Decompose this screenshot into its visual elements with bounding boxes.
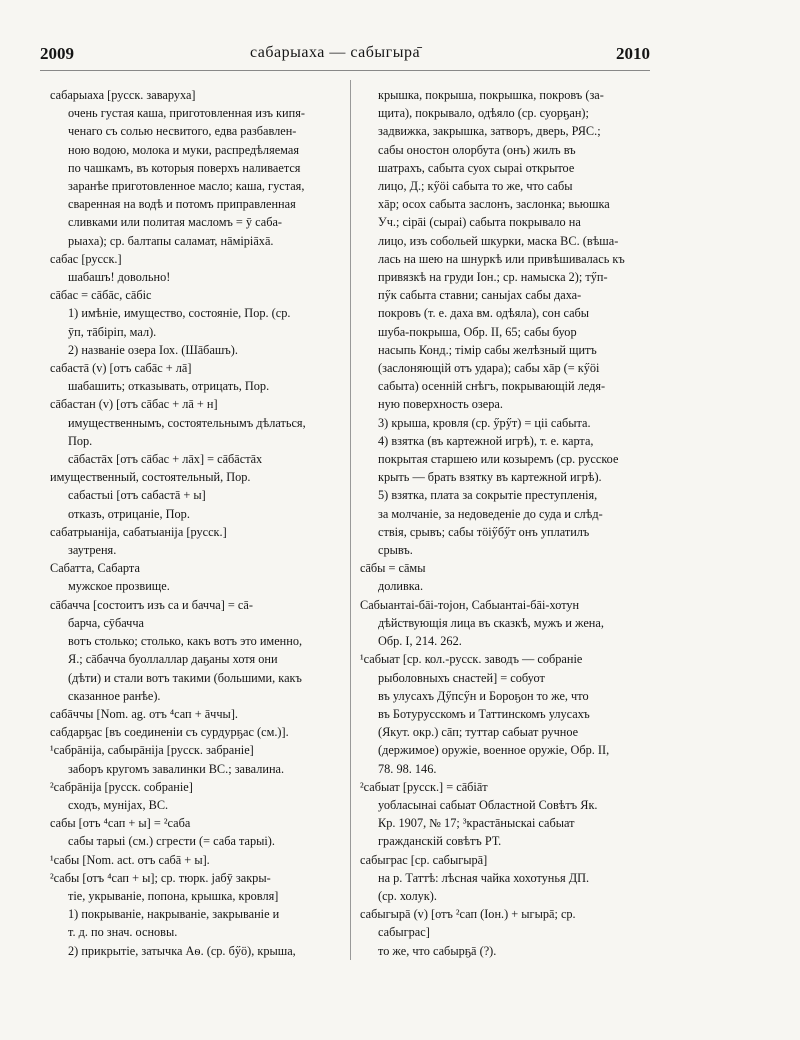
- text-line: сāбас = сāбāс, сāбіс: [50, 288, 152, 303]
- text-line: заборъ кругомъ завалинки ВС.; завалина.: [68, 761, 285, 776]
- text-line: то же, что сабырҕā (?).: [378, 943, 497, 958]
- column-divider: [350, 80, 351, 960]
- text-line: 3) крыша, кровля (ср. ӳрӳт) = ціі сабыта.: [378, 415, 591, 430]
- text-line: шуба-покрыша, Обр. II, 65; сабы буор: [378, 324, 577, 339]
- text-line: покрытая старшею или козыремъ (ср. русское: [378, 452, 619, 467]
- text-line: ²сабрāніjа [русск. собраніе]: [50, 779, 193, 794]
- text-line: т. д. по знач. основы.: [68, 925, 178, 940]
- text-line: сваренная на водѣ и потомъ приправленная: [68, 197, 296, 212]
- text-line: пӳк сабыта ставни; саныjах сабы даха-: [378, 288, 582, 303]
- text-line: на р. Таттѣ: лѣсная чайка хохотунья ДП.: [378, 870, 590, 885]
- text-line: сабы [отъ ⁴сап + ы] = ²саба: [50, 816, 191, 831]
- text-line: ¹сабыат [ср. кол.-русск. заводъ — собраніе: [360, 652, 583, 667]
- text-line: ²сабыат [русск.] = сāбіāт: [360, 779, 488, 794]
- text-line: ¹сабрāніjа, сабырāніjа [русск. забраніе]: [50, 743, 254, 758]
- text-line: сāбы = сāмы: [360, 561, 426, 576]
- text-line: ною водою, молока и муки, распредѣляемая: [68, 142, 299, 157]
- text-line: мужское прозвище.: [68, 579, 170, 594]
- text-line: сабыграс]: [378, 925, 430, 940]
- text-line: (заслоняющій отъ удара); сабы хāр (= кӳöі: [378, 361, 600, 376]
- text-line: ¹сабы [Nom. act. отъ сабā + ы].: [50, 852, 210, 867]
- text-line: сходъ, муніjах, ВС.: [68, 797, 169, 812]
- page-header: [40, 44, 650, 66]
- text-line: сабыгырā (v) [отъ ²сап (Іон.) + ыгырā; ср.: [360, 907, 576, 922]
- text-line: шабашъ! довольно!: [68, 270, 171, 285]
- text-line: щита), покрывало, одѣяло (ср. суорҕан);: [378, 106, 589, 121]
- text-line: 1) имѣніе, имущество, состояніе, Пор. (ср.: [68, 306, 291, 321]
- text-line: крыть — брать взятку въ картежной игрѣ).: [378, 470, 602, 485]
- text-line: Сабыантаі-бāі-тоjон, Сабыантаі-бāі-хотун: [360, 597, 580, 612]
- text-line: лицо, Д.; кӳöі сабыта то же, что сабы: [378, 179, 573, 194]
- text-line: 78. 98. 146.: [378, 761, 437, 776]
- text-line: Пор.: [68, 433, 93, 448]
- text-line: сабы тарыі (см.) сгрести (= саба тарыі).: [68, 834, 275, 849]
- text-line: по чашкамъ, въ которыя поверхъ наливается: [68, 160, 301, 175]
- text-line: Обр. I, 214. 262.: [378, 634, 462, 649]
- left-column: [50, 86, 342, 960]
- text-line: сабастыі [отъ сабастā + ы]: [68, 488, 206, 503]
- text-line: отказъ, отрицаніе, Пор.: [68, 506, 190, 521]
- text-line: 5) взятка, плата за сокрытіе преступленія,: [378, 488, 598, 503]
- text-line: барча, сӯбачча: [68, 615, 145, 630]
- page-number-left: 2009: [40, 44, 74, 63]
- text-line: тіе, укрываніе, попона, крышка, кровля]: [68, 888, 279, 903]
- header-rule: [40, 70, 650, 71]
- text-line: заранѣе приготовленное масло; каша, густая,: [68, 179, 305, 194]
- text-line: сабыта) осенній снѣгъ, покрывающій ледя-: [378, 379, 606, 394]
- text-line: заутреня.: [68, 543, 117, 558]
- text-line: Уч.; сірāі (сыраі) сабыта покрывало на: [378, 215, 581, 230]
- text-line: сабас [русск.]: [50, 251, 122, 266]
- text-line: сабдарҕас [въ соединеніи съ сурдурҕас (см.)].: [50, 725, 289, 740]
- text-line: сабыграс [ср. сабыгырā]: [360, 852, 488, 867]
- text-line: (ср. холук).: [378, 888, 437, 903]
- text-line: ную поверхность озера.: [378, 397, 503, 412]
- text-line: хāр; осох сабыта заслонъ, заслонка; вьюшка: [378, 197, 610, 212]
- text-line: (Якут. окр.) сāп; туттар сабыат ручное: [378, 725, 579, 740]
- text-line: покровъ (т. е. даха вм. одѣяла), сон сабы: [378, 306, 590, 321]
- text-line: гражданскій совѣтъ РТ.: [378, 834, 502, 849]
- text-line: срывъ.: [378, 543, 413, 558]
- text-line: 4) взятка (въ картежной игрѣ), т. е. карта,: [378, 433, 594, 448]
- text-line: привязкѣ на груди Іон.; ср. намыска 2); тӳп-: [378, 270, 608, 285]
- text-line: сāбастāх [отъ сāбас + лāх] = сāбāстāх: [68, 452, 263, 467]
- text-line: шатрахъ, сабыта суох сыраі открытое: [378, 160, 575, 175]
- right-column: [360, 86, 652, 960]
- text-line: сливками или политая масломъ = ӯ саба-: [68, 215, 283, 230]
- text-line: сабарыаха [русск. заваруха]: [50, 88, 196, 102]
- text-line: дѣйствующія лица въ сказкѣ, мужъ и жена,: [378, 615, 604, 630]
- text-line: 1) покрываніе, накрываніе, закрываніе и: [68, 907, 280, 922]
- text-line: сāбастан (v) [отъ сāбас + лā + н]: [50, 397, 218, 412]
- text-line: ченаго съ солью несвитого, едва разбавлен-: [68, 124, 297, 139]
- text-line: Кр. 1907, № 17; ³крастāныскаі сабыат: [378, 816, 575, 831]
- text-line: 2) прикрытіе, затычка Аѳ. (ср. бӳö), крыша,: [68, 943, 296, 958]
- text-line: ствія, срывъ; сабы тöіӳбӳт онъ уплатилъ: [378, 524, 590, 539]
- text-line: рыаха); ср. балтапы саламат, нāміріāхā.: [68, 233, 274, 248]
- text-line: въ улусахъ Дӳпсӳн и Бороҕон то же, что: [378, 688, 589, 703]
- text-line: очень густая каша, приготовленная изъ кипя-: [68, 106, 305, 121]
- text-line: доливка.: [378, 579, 424, 594]
- text-line: сказанное ранѣе).: [68, 688, 161, 703]
- text-line: сāбачча [состоитъ изъ са и бачча] = сā-: [50, 597, 253, 612]
- text-line: ӯп, тāбіріп, мал).: [68, 324, 157, 339]
- text-line: лась на шею на шнуркѣ или привѣшивалась къ: [378, 251, 625, 266]
- text-line: Сабатта, Сабарта: [50, 561, 140, 576]
- text-line: въ Ботурусскомъ и Таттинскомъ улусахъ: [378, 706, 590, 721]
- text-line: насыпь Конд.; тімір сабы желѣзный щитъ: [378, 342, 597, 357]
- text-line: (держимое) оружіе, военное оружіе, Обр. II,: [378, 743, 610, 758]
- text-line: Я.; сāбачча буоллаллар даҕаны хотя они: [68, 652, 278, 667]
- text-line: рыболовныхъ снастей] = собуот: [378, 670, 545, 685]
- text-line: ²сабы [отъ ⁴сап + ы]; ср. тюрк. jабӯ закры-: [50, 870, 271, 885]
- text-line: шабашить; отказывать, отрицать, Пор.: [68, 379, 270, 394]
- text-line: лицо, изъ собольей шкурки, маска ВС. (вѣша-: [378, 233, 619, 248]
- text-line: имущественнымъ, состоятельнымъ дѣлаться,: [68, 415, 306, 430]
- text-line: сабатрыаніjа, сабатыаніjа [русск.]: [50, 524, 227, 539]
- text-line: (дѣти) и стали вотъ такими (большими, какъ: [68, 670, 302, 685]
- text-line: уобласынаі сабыат Областной Совѣтъ Як.: [378, 797, 598, 812]
- running-title: сабарыаха — сабыгыра̄: [250, 44, 421, 61]
- text-line: крышка, покрыша, покрышка, покровъ (за-: [378, 88, 604, 102]
- text-line: задвижка, закрышка, затворъ, дверь, РЯС.;: [378, 124, 601, 139]
- text-line: сабастā (v) [отъ сабāс + лā]: [50, 361, 192, 376]
- text-line: сабы оностон олорбута (онъ) жилъ въ: [378, 142, 576, 157]
- text-line: 2) названіе озера Іох. (Шāбашъ).: [68, 342, 238, 357]
- text-line: имущественный, состоятельный, Пор.: [50, 470, 251, 485]
- text-line: за молчаніе, за недоведеніе до суда и слѣд-: [378, 506, 603, 521]
- text-line: вотъ столько; столько, какъ вотъ это именно,: [68, 634, 303, 649]
- text-line: сабāччы [Nom. ag. отъ ⁴сап + āччы].: [50, 706, 238, 721]
- page-number-right: 2010: [616, 44, 650, 63]
